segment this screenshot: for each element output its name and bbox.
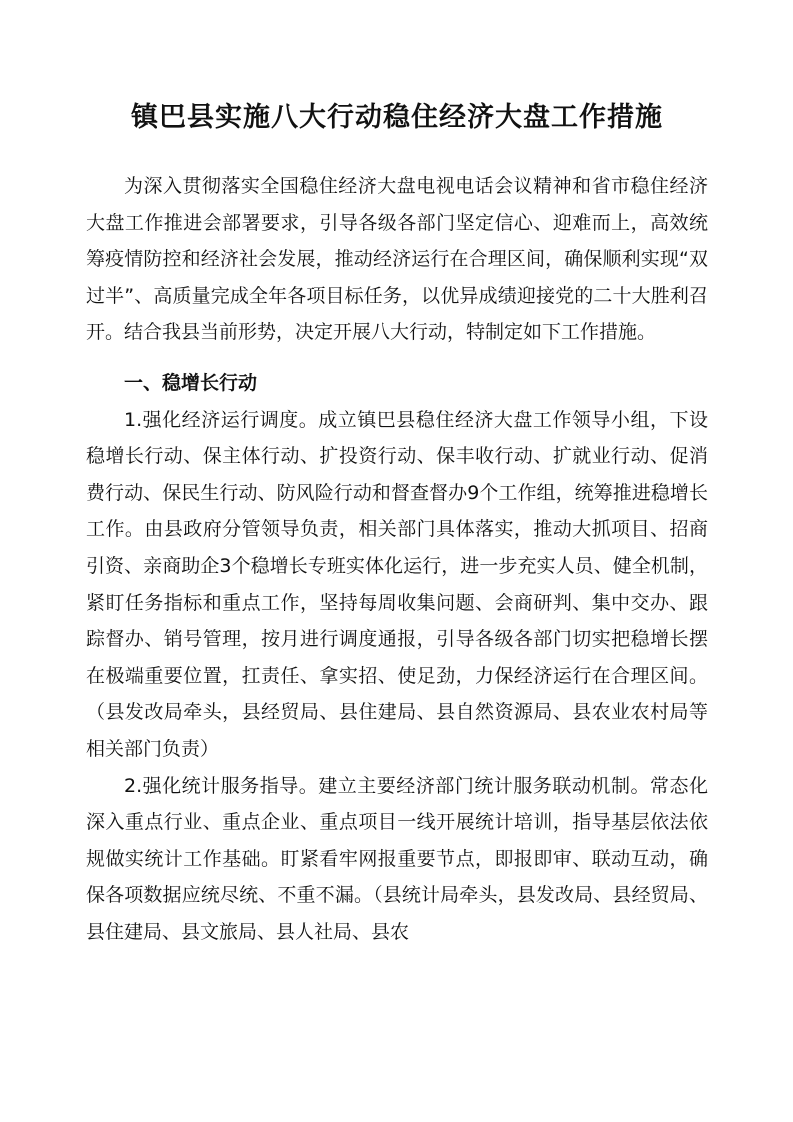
document-body (86, 168, 708, 950)
document-page (86, 86, 708, 950)
section-heading: 一、稳增长行动 (124, 371, 258, 394)
section-item-2: 2.强化统计服务指导。建立主要经济部门统计服务联动机制。常态化深入重点行业、重点企业、重点项目一线开展统计培训，指导基层依法依规做实统计工作基础。盯紧看牢网报重要节点，即报即审、联动互动，确保各项数据应统尽统、不重不漏。（县统计局牵头，县发改局、县经贸局、县住建局、县文旅局、县人社局、县农 (86, 774, 708, 943)
section-item-1: 1.强化经济运行调度。成立镇巴县稳住经济大盘工作领导小组，下设稳增长行动、保主体行动、扩投资行动、保丰收行动、扩就业行动、促消费行动、保民生行动、防风险行动和督查督办9个工作组，统筹推进稳增长工作。由县政府分管领导负责，相关部门具体落实，推动大抓项目、招商引资、亲商助企3个稳增长专班实体化运行，进一步充实人员、健全机制，紧盯任务指标和重点工作，坚持每周收集问题、会商研判、集中交办、跟踪督办、销号管理，按月进行调度通报，引导各级各部门切实把稳增长摆在极端重要位置，扛责任、拿实招、使足劲，力保经济运行在合理区间。（县发改局牵头，县经贸局、县住建局、县自然资源局、县农业农村局等相关部门负责） (86, 408, 708, 760)
intro-paragraph: 为深入贯彻落实全国稳住经济大盘电视电话会议精神和省市稳住经济大盘工作推进会部署要求，引导各级各部门坚定信心、迎难而上，高效统筹疫情防控和经济社会发展，推动经济运行在合理区间，确保顺利实现“双过半”、高质量完成全年各项目标任务，以优异成绩迎接党的二十大胜利召开。结合我县当前形势，决定开展八大行动，特制定如下工作措施。 (86, 175, 708, 344)
document-title: 镇巴县实施八大行动稳住经济大盘工作措施 (131, 102, 663, 133)
paragraph-gap (86, 351, 708, 365)
